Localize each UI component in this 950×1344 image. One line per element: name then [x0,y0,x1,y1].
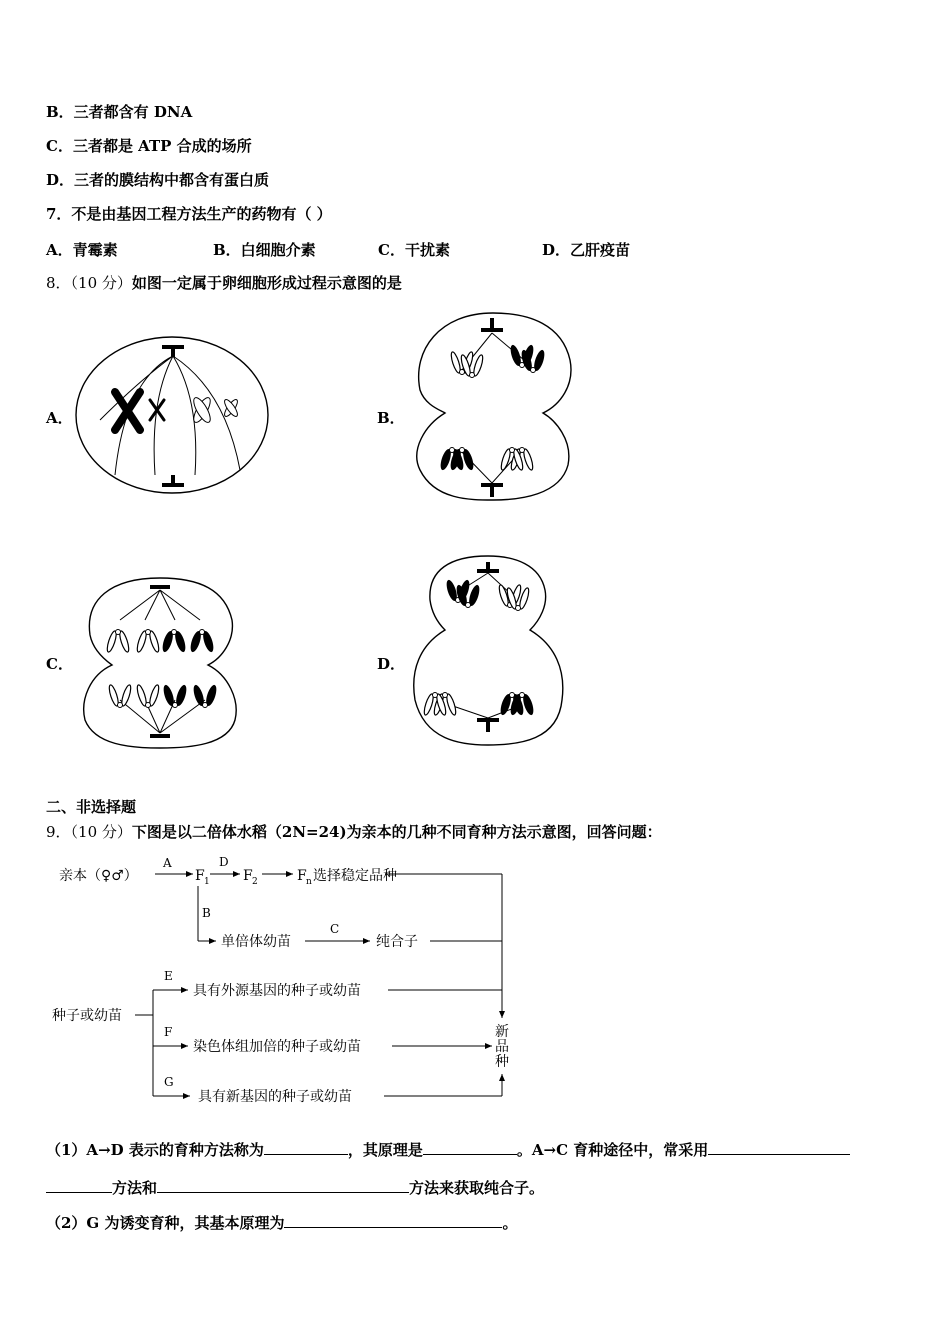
q8-stem: 如图一定属于卵细胞形成过程示意图的是 [131,274,402,292]
flow-e-text: 具有外源基因的种子或幼苗 [193,983,361,999]
q9-sub1-part-a: （1）A→D 表示的育种方法称为 [46,1141,264,1159]
q9-sub2-line [46,1213,518,1232]
flow-f2: F [243,868,253,884]
flow-label-g: G [164,1075,174,1089]
flow-f1: F [195,868,205,884]
q7-stem: 7．不是由基因工程方法生产的药物有（ ） [46,205,332,223]
flow-label-e: E [164,969,173,983]
flow-haploid: 单倍体幼苗 [221,934,291,950]
flow-seed: 种子或幼苗 [52,1008,122,1024]
q6-option-c: C．三者都是 ATP 合成的场所 [46,137,252,155]
q7-option-c: C．干扰素 [378,241,450,259]
flow-label-d: D [219,855,229,869]
flow-fn-sub: n [306,877,312,887]
q9-sub1-part-c: 。A→C 育种途径中，常采用 [516,1141,709,1159]
flow-label-f: F [164,1025,173,1039]
answer-blank-3[interactable] [708,1140,850,1155]
flow-fn-text: 选择稳定品种 [313,868,397,884]
q8-label-d: D． [377,655,406,673]
q9-sub1-part-e: 方法来获取纯合子。 [409,1179,545,1197]
flow-pure: 纯合子 [376,934,418,950]
q9-stem: 下图是以二倍体水稻（2N=24)为亲本的几种不同育种方法示意图，回答问题： [131,823,662,841]
diagram-c [84,578,236,748]
answer-blank-3-cont[interactable] [46,1178,112,1193]
flow-f2-sub: 2 [252,877,258,887]
flow-parent: 亲本（♀♂） [59,868,138,884]
answer-blank-1[interactable] [264,1140,348,1155]
q9-stem-line [46,823,662,841]
q8-score: （10 分） [70,274,132,292]
flow-new-variety-3: 种 [495,1054,509,1070]
flow-fn: F [297,868,307,884]
flow-new-variety-2: 品 [495,1039,509,1055]
q9-sub1-part-b: ，其原理是 [347,1141,423,1159]
flow-label-c: C [330,922,340,936]
q8-label-b: B． [377,409,405,427]
q9-sub2-part-a: （2）G 为诱变育种，其基本原理为 [46,1214,285,1232]
section2-title: 二、非选择题 [46,798,137,816]
answer-blank-2[interactable] [423,1140,517,1155]
flow-f-text: 染色体组加倍的种子或幼苗 [193,1039,361,1055]
q7-option-b: B．白细胞介素 [213,241,316,259]
diagram-a [76,337,268,493]
flow-label-b: B [202,906,211,920]
q9-sub1-line1 [46,1140,850,1159]
q8-number: 8． [46,274,71,292]
q7-option-a: A．青霉素 [46,241,118,259]
q6-option-d: D．三者的膜结构中都含有蛋白质 [46,171,270,189]
q8-label-a: A． [46,409,73,427]
flow-label-a: A [163,856,172,870]
flow-g-text: 具有新基因的种子或幼苗 [198,1089,352,1105]
answer-blank-5[interactable] [284,1213,502,1228]
diagram-b [417,313,571,500]
q9-sub2-part-b: 。 [502,1214,518,1232]
diagram-d [414,556,563,745]
q7-option-d: D．乙肝疫苗 [542,241,631,259]
q6-option-b: B．三者都含有 DNA [46,103,193,121]
flow-new-variety-1: 新 [495,1024,509,1040]
q9-number: 9． [46,823,71,841]
answer-blank-4[interactable] [157,1178,409,1193]
q9-sub1-line2 [46,1178,544,1197]
flow-f1-sub: 1 [204,877,210,887]
q8-label-c: C． [46,655,73,673]
q9-score: （10 分） [70,823,132,841]
q9-sub1-part-d: 方法和 [112,1179,158,1197]
